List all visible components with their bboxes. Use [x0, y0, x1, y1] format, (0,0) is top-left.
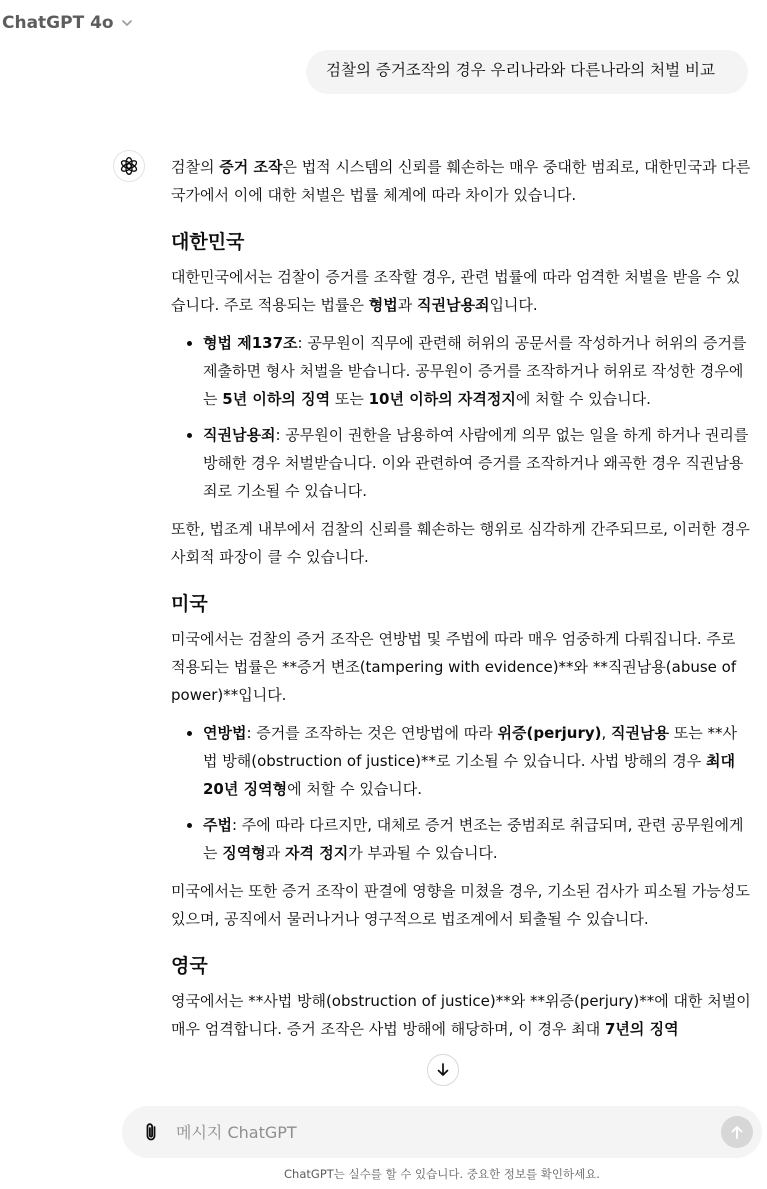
- top-bar: [0, 0, 767, 48]
- text-run: 대한민국에서는 검찰이 증거를 조작할 경우, 관련 법률에 따라 엄격한 처벌을 받을 수 있습니다. 주로 적용되는 법률은: [171, 268, 741, 314]
- text-run: ,: [601, 724, 612, 742]
- assistant-message: [171, 153, 751, 1106]
- bold-text: 주법: [203, 816, 232, 834]
- list-item: [203, 421, 751, 505]
- text-run: 미국에서는 검찰의 증거 조작은 연방법 및 주법에 따라 매우 엄중하게 다뤄집니다. 주로 적용되는 법률은 **증거 변조(tampering with evidence)**와 **직권남용(abuse of power)**입니다.: [171, 630, 737, 704]
- message-composer: [122, 1106, 762, 1158]
- bold-text: 자격 정지: [285, 844, 349, 862]
- bold-text: 5년 이하의 징역: [222, 390, 331, 408]
- arrow-up-icon: [729, 1124, 745, 1140]
- bold-text: 최대 20년 징역형: [203, 752, 735, 798]
- usa-bullet-list: [171, 719, 751, 867]
- openai-logo-icon: [119, 156, 139, 176]
- message-input[interactable]: [176, 1120, 696, 1144]
- usa-closing-paragraph: [171, 877, 751, 933]
- assistant-avatar: [113, 150, 145, 182]
- uk-paragraph: [171, 987, 751, 1043]
- list-item: [203, 329, 751, 413]
- text-run: 과: [265, 844, 286, 862]
- bold-text: 징역형: [222, 844, 266, 862]
- model-name: ChatGPT 4o: [2, 13, 114, 33]
- text-run: 은 법적 시스템의 신뢰를 훼손하는 매우 중대한 범죄로, 대한민국과 다른 국가에서 이에 대한 처벌은 법률 체계에 따라 차이가 있습니다.: [171, 158, 751, 204]
- text-run: 또한, 법조계 내부에서 검찰의 신뢰를 훼손하는 행위로 심각하게 간주되므로, 이러한 경우 사회적 파장이 클 수 있습니다.: [171, 520, 750, 566]
- list-item: [203, 719, 751, 803]
- bold-text: 연방법: [203, 724, 247, 742]
- intro-paragraph: [171, 153, 751, 209]
- bold-text: 직권남용죄: [416, 296, 490, 314]
- usa-paragraph: [171, 625, 751, 709]
- korea-closing-paragraph: [171, 515, 751, 571]
- bold-text: 형법: [368, 296, 398, 314]
- text-run: 가 부과될 수 있습니다.: [348, 844, 498, 862]
- disclaimer-text: ChatGPT는 실수를 할 수 있습니다. 중요한 정보를 확인하세요.: [284, 1167, 600, 1181]
- text-run: 또는 **사법 방해(obstruction of justice)**로 기소될 수 있습니다. 사법 방해의 경우: [203, 724, 738, 770]
- bold-text: 10년 이하의 자격정지: [368, 390, 516, 408]
- text-run: : 증거를 조작하는 것은 연방법에 따라: [246, 724, 498, 742]
- list-item: [203, 811, 751, 867]
- text-run: 과: [397, 296, 417, 314]
- user-message-bubble: [306, 50, 748, 94]
- heading-korea: 대한민국: [171, 231, 245, 253]
- text-run: 검찰의: [171, 158, 220, 176]
- bold-text: 증거 조작: [219, 158, 283, 176]
- text-run: : 공무원이 직무에 관련해 허위의 공문서를 작성하거나 허위의 증거를 제출하면 형사 처벌을 받습니다. 공무원이 증거를 조작하거나 허위로 작성한 경우에는: [203, 334, 747, 408]
- text-run: 에 처할 수 있습니다.: [287, 780, 423, 798]
- heading-uk: 영국: [171, 955, 208, 977]
- text-run: 에 처할 수 있습니다.: [515, 390, 651, 408]
- bold-text: 7년의 징역: [604, 1020, 679, 1038]
- text-run: 또는: [330, 390, 369, 408]
- text-run: 미국에서는 또한 증거 조작이 판결에 영향을 미쳤을 경우, 기소된 검사가 피소될 가능성도 있으며, 공직에서 물러나거나 영구적으로 법조계에서 퇴출될 수 있습니다.: [171, 882, 750, 928]
- model-selector[interactable]: [2, 13, 134, 33]
- scroll-to-bottom-button[interactable]: [427, 1054, 459, 1086]
- bold-text: 위증(perjury): [497, 724, 602, 742]
- paperclip-icon[interactable]: [138, 1119, 164, 1145]
- arrow-down-icon: [435, 1062, 451, 1078]
- user-message-text: 검찰의 증거조작의 경우 우리나라와 다른나라의 처벌 비교: [326, 61, 715, 79]
- text-run: : 공무원이 권한을 남용하여 사람에게 의무 없는 일을 하게 하거나 권리를 방해한 경우 처벌받습니다. 이와 관련하여 증거를 조작하거나 왜곡한 경우 직권남용죄로 기소될 수 있습니다.: [203, 426, 749, 500]
- send-button[interactable]: [721, 1116, 753, 1148]
- bold-text: 직권남용죄: [203, 426, 276, 444]
- chevron-down-icon: [120, 16, 134, 30]
- korea-paragraph: [171, 263, 751, 319]
- text-run: 영국에서는 **사법 방해(obstruction of justice)**와 **위증(perjury)**에 대한 처벌이 매우 엄격합니다. 증거 조작은 사법 방해에 해당하며, 이 경우 최대: [171, 992, 751, 1038]
- text-run: : 주에 따라 다르지만, 대체로 증거 변조는 중범죄로 취급되며, 관련 공무원에게는: [203, 816, 744, 862]
- heading-usa: 미국: [171, 593, 208, 615]
- bold-text: 형법 제137조: [203, 334, 298, 352]
- bold-text: 직권남용: [611, 724, 670, 742]
- korea-bullet-list: [171, 329, 751, 505]
- text-run: 입니다.: [489, 296, 538, 314]
